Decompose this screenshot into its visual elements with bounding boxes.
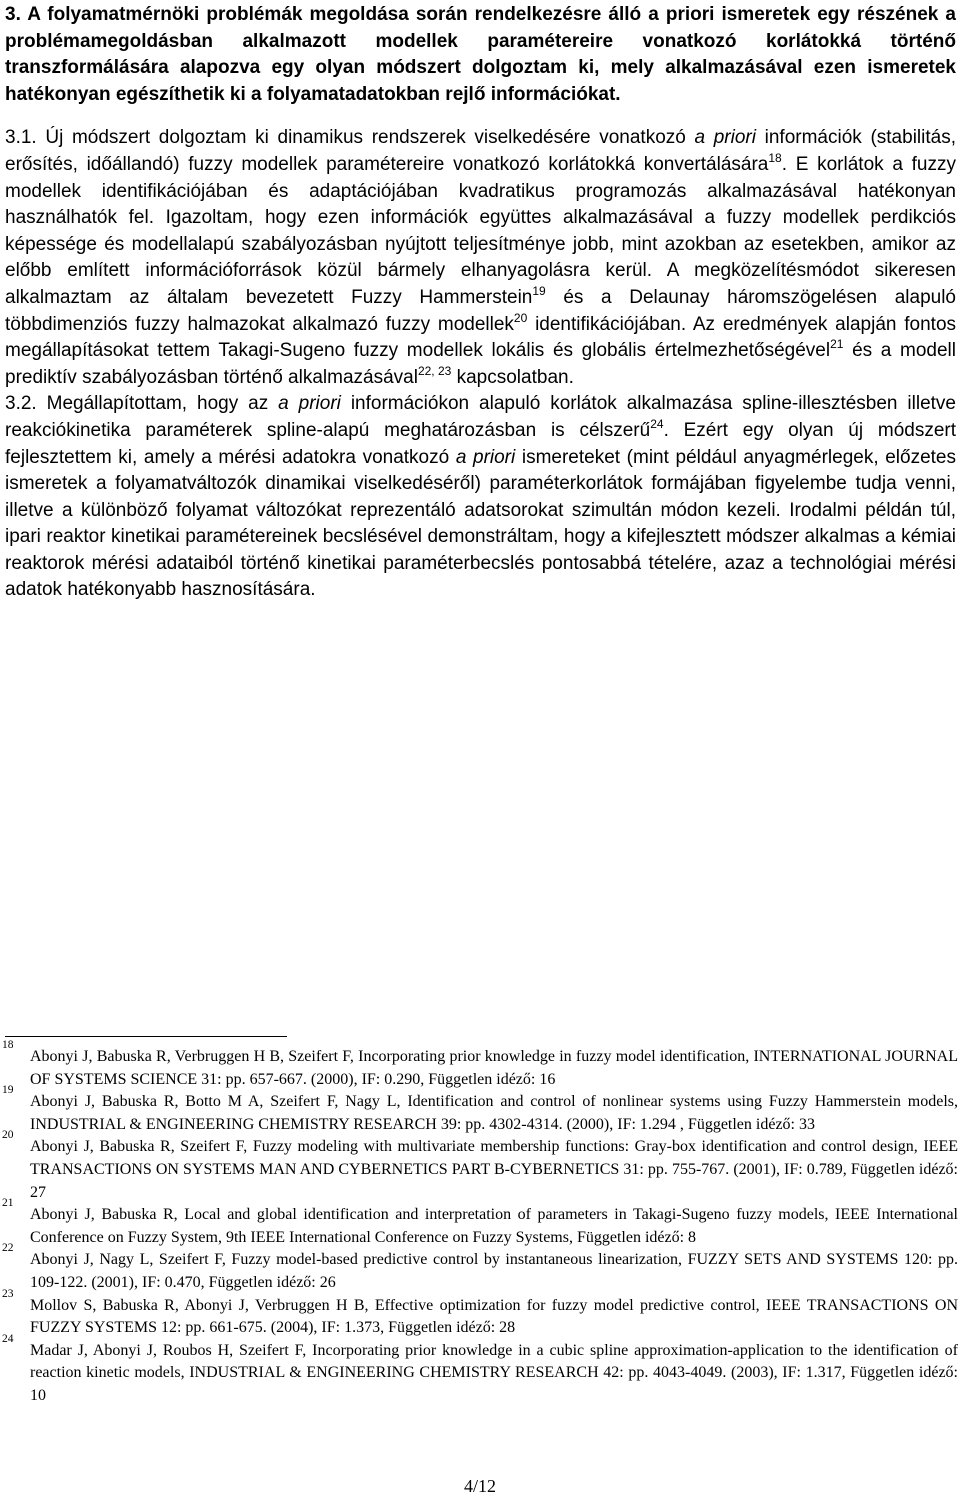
footnote-24	[0, 1332, 958, 1408]
footnote-text: Abonyi J, Babuska R, Verbruggen H B, Szeifert F, Incorporating prior knowledge in fuzzy model identification, INTERNATIONAL JOURNAL OF SYSTEMS SCIENCE 31: pp. 657-667. (2000), IF: 0.290, Független idéző: 16	[30, 1048, 958, 1088]
text-run: és a Delaunay háromszögelésen alapuló többdimenziós fuzzy halmazokat alkalmazó fuzzy modellek	[5, 286, 956, 335]
footnote-19	[0, 1084, 958, 1136]
footnote-number: 21	[2, 1197, 14, 1210]
italic-term: a priori	[694, 127, 756, 149]
footnote-ref-22-23[interactable]: 22, 23	[417, 363, 452, 378]
footnote-separator	[5, 1036, 287, 1037]
footnotes	[0, 1039, 958, 1408]
text-run: információk (stabilitás, erősítés, időállandó) fuzzy modellek paramétereire vonatkozó korlátokká konvertálására	[5, 127, 956, 175]
footnote-number: 23	[2, 1287, 14, 1300]
footnote-ref-24[interactable]: 24	[650, 416, 664, 431]
thesis-3-heading: 3. A folyamatmérnöki problémák megoldása során rendelkezésre álló a priori ismeretek egy részének a problémamegoldásban alkalmazott modellek paramétereire vonatkozó korlátokká történő transzformálására alapozva egy olyan módszert dolgoztam ki, mely alkalmazásával ezen ismeretek hatékonyan egészíthetik ki a folyamatadatokban rejlő információkat.	[5, 4, 956, 105]
footnote-number: 20	[2, 1129, 14, 1142]
italic-term: a priori	[455, 446, 516, 468]
footnote-text: Madar J, Abonyi J, Roubos H, Szeifert F, Incorporating prior knowledge in a cubic spline approximation-application to the identification of reaction kinetic models, INDUSTRIAL & ENGINEERING CHEMISTRY RESEARCH 42: pp. 4043-4049. (2003), IF: 1.317, Független idéző: 10	[30, 1341, 958, 1404]
footnote-23	[0, 1287, 958, 1340]
footnote-text: Abonyi J, Babuska R, Local and global identification and interpretation of parameters in Takagi-Sugeno fuzzy models, IEEE International Conference on Fuzzy System, 9th IEEE International Conference on Fuzzy Systems, Független idéző: 8	[30, 1206, 958, 1246]
text-run: 3.1. Új módszert dolgoztam ki dinamikus rendszerek viselkedésére vonatkozó	[5, 127, 695, 149]
italic-term: a priori	[278, 393, 341, 415]
footnote-text: Abonyi J, Babuska R, Botto M A, Szeifert F, Nagy L, Identification and control of nonlinear systems using Fuzzy Hammerstein models, INDUSTRIAL & ENGINEERING CHEMISTRY RESEARCH 39: pp. 4302-4314. (2000), IF: 1.294 , Független idéző: 33	[30, 1093, 958, 1133]
text-run: információkon alapuló korlátok alkalmazása spline-illesztésben illetve reakciókinetika paraméterek spline-alapú meghatározásban is célszerű	[5, 393, 956, 441]
footnote-ref-21[interactable]: 21	[830, 337, 844, 352]
footnote-text: Mollov S, Babuska R, Abonyi J, Verbruggen H B, Effective optimization for fuzzy model predictive control, IEEE TRANSACTIONS ON FUZZY SYSTEMS 12: pp. 661-675. (2004), IF: 1.373, Független idéző: 28	[30, 1296, 958, 1337]
text-run: 3.2. Megállapítottam, hogy az	[5, 393, 279, 415]
footnote-21	[0, 1197, 958, 1249]
page-number: 4/12	[463, 1476, 496, 1496]
main-text	[5, 2, 956, 604]
footnote-number: 22	[2, 1242, 14, 1255]
text-run: . E korlátok a fuzzy modellek identifikációjában és adaptációjában kvadratikus programozás alkalmazásával hatékonyan használhatók fel. Igazoltam, hogy ezen információk együttes alkalmazásával a fuzzy modellek perdikciós képessége és modellalapú szabályozásban nyújtott teljesítménye jobb, mint azokban az esetekben, amikor az előbb említett információforrások közül bármely elhanyagolásra kerül. A megközelítésmódot sikeresen alkalmaztam az általam bevezetett Fuzzy Hammerstein	[5, 153, 956, 308]
footnote-18	[0, 1039, 958, 1091]
footnote-text: Abonyi J, Babuska R, Szeifert F, Fuzzy modeling with multivariate membership functions: Gray-box identification and control design, IEEE TRANSACTIONS ON SYSTEMS MAN AND CYBERNETICS PART B-CYBERNETICS 31: pp. 755-767. (2001), IF: 0.789, Független idéző: 27	[30, 1138, 958, 1201]
text-run: ismereteket (mint például anyagmérlegek, előzetes ismeretek a folyamatváltozók dinamikai viselkedéséről) paraméterkorlátok formájában figyelembe tudja venni, illetve a különböző folyamat változókat reprezentáló adatsorokat szimultán módon kezeli. Irodalmi példán túl, ipari reaktor kinetikai paramétereinek becslésével demonstráltam, hogy a kifejlesztett módszer alkalmas a kémiai reaktorok mérési adataiból történő kinetikai paraméterbecslés pontosabbá tételére, azaz a technológiai mérési adatok hatékonyabb hasznosítására.	[5, 446, 956, 601]
thesis-3-2-paragraph	[5, 391, 956, 604]
footnote-ref-20[interactable]: 20	[513, 310, 528, 325]
text-run: és a modell prediktív szabályozásban történő alkalmazásával	[5, 340, 956, 388]
text-run: kapcsolatban.	[451, 366, 574, 388]
footnote-text: Abonyi J, Nagy L, Szeifert F, Fuzzy model-based predictive control by instantaneous linearization, FUZZY SETS AND SYSTEMS 120: pp. 109-122. (2001), IF: 0.470, Független idéző: 26	[30, 1251, 958, 1291]
footnote-20	[0, 1129, 958, 1204]
text-run: . Ezért egy olyan új módszert fejlesztettem ki, amely a mérési adatokra vonatkozó	[5, 419, 956, 468]
text-run: identifikációjában. Az eredmények alapján fontos megállapításokat tettem Takagi-Sugeno fuzzy modellek lokális és globális értelmezhetőségével	[5, 313, 957, 362]
footnote-ref-19[interactable]: 19	[532, 283, 546, 298]
footnote-number: 19	[2, 1084, 14, 1097]
footnote-number: 18	[2, 1039, 14, 1051]
thesis-3-1-paragraph	[5, 125, 956, 391]
footnote-ref-18[interactable]: 18	[768, 150, 782, 165]
footnote-number: 24	[2, 1332, 14, 1345]
footnote-22	[0, 1242, 958, 1294]
